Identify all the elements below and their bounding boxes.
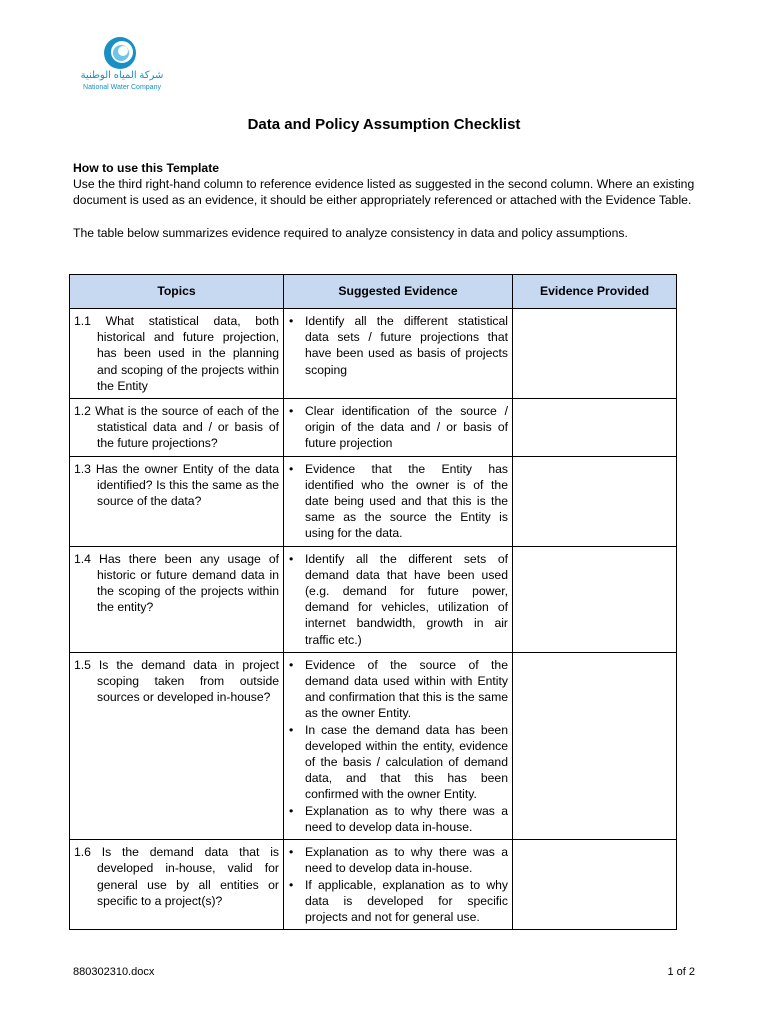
evidence-item: • Evidence that the Entity has identified who the owner is of the date being used and that this is the same as the source the Entity is using for the data. <box>288 461 508 542</box>
topic-cell <box>70 309 284 399</box>
evidence-provided-cell[interactable] <box>513 399 677 457</box>
evidence-provided-cell[interactable] <box>513 652 677 839</box>
topic-text: 1.1 What statistical data, both historical and future projection, has been used in the planning and scoping of the projects within the Entity <box>74 314 279 393</box>
evidence-item: • In case the demand data has been developed within the entity, evidence of the basis / calculation of demand data, and that this has been confirmed with the owner Entity. <box>288 722 508 803</box>
company-logo <box>72 36 172 100</box>
table-row <box>70 652 677 839</box>
evidence-item: • Explanation as to why there was a need to develop data in-house. <box>288 803 508 835</box>
topic-text: 1.2 What is the source of each of the statistical data and / or basis of the future projections? <box>74 404 279 451</box>
topic-text: 1.5 Is the demand data in project scoping taken from outside sources or developed in-house? <box>74 657 279 705</box>
checklist-table <box>69 274 677 930</box>
summary-text: The table below summarizes evidence required to analyze consistency in data and policy assumptions. <box>73 225 628 240</box>
evidence-item: • Identify all the different statistical data sets / future projections that have been used as basis of projects scoping <box>288 313 508 378</box>
intro-section <box>73 160 697 241</box>
footer-page-number: 1 of 2 <box>667 966 695 978</box>
company-name-arabic: شركة المياه الوطنية <box>80 70 164 81</box>
suggested-evidence-cell <box>284 546 513 652</box>
suggested-evidence-cell <box>284 309 513 399</box>
topic-cell <box>70 399 284 457</box>
evidence-item: • Identify all the different sets of demand data that have been used (e.g. demand for future power, demand for vehicles, utilization of internet bandwidth, growth in air traffic etc.) <box>288 551 508 648</box>
suggested-evidence-cell <box>284 840 513 930</box>
topic-cell <box>70 456 284 546</box>
column-header-topics: Topics <box>70 275 284 309</box>
topic-text: 1.6 Is the demand data that is developed in-house, valid for general use by all entities or specific to a project(s)? <box>74 845 279 908</box>
evidence-item: • If applicable, explanation as to why data is developed for specific projects and not for general use. <box>288 877 508 926</box>
evidence-item: • Explanation as to why there was a need to develop data in-house. <box>288 844 508 876</box>
suggested-evidence-cell <box>284 399 513 457</box>
column-header-suggested-evidence: Suggested Evidence <box>284 275 513 309</box>
column-header-evidence-provided: Evidence Provided <box>513 275 677 309</box>
how-to-text: Use the third right-hand column to reference evidence listed as suggested in the second column. Where an existing document is used as an evidence, it should be either appropriately referenced or attached with the Evidence Table. <box>73 177 695 208</box>
table-row <box>70 546 677 652</box>
page-title: Data and Policy Assumption Checklist <box>247 116 521 133</box>
topic-text: 1.4 Has there been any usage of historic or future demand data in the scoping of the projects within the entity? <box>74 551 279 615</box>
evidence-item: • Clear identification of the source / origin of the data and / or basis of future projection <box>288 403 508 452</box>
topic-text: 1.3 Has the owner Entity of the data identified? Is this the same as the source of the data? <box>74 461 279 509</box>
evidence-item: • Evidence of the source of the demand data used within with Entity and confirmation that this is the same as the owner Entity. <box>288 657 508 722</box>
evidence-provided-cell[interactable] <box>513 456 677 546</box>
footer-filename: 880302310.docx <box>73 966 155 978</box>
table-row <box>70 840 677 930</box>
evidence-provided-cell[interactable] <box>513 546 677 652</box>
water-drop-logo-icon <box>100 36 140 70</box>
table-row <box>70 456 677 546</box>
company-name-english: National Water Company <box>83 84 161 91</box>
table-row <box>70 309 677 399</box>
topic-cell <box>70 840 284 930</box>
suggested-evidence-cell <box>284 456 513 546</box>
table-row <box>70 399 677 457</box>
suggested-evidence-cell <box>284 652 513 839</box>
evidence-provided-cell[interactable] <box>513 840 677 930</box>
table-header-row <box>70 275 677 309</box>
topic-cell <box>70 652 284 839</box>
how-to-heading: How to use this Template <box>73 161 220 175</box>
topic-cell <box>70 546 284 652</box>
evidence-provided-cell[interactable] <box>513 309 677 399</box>
